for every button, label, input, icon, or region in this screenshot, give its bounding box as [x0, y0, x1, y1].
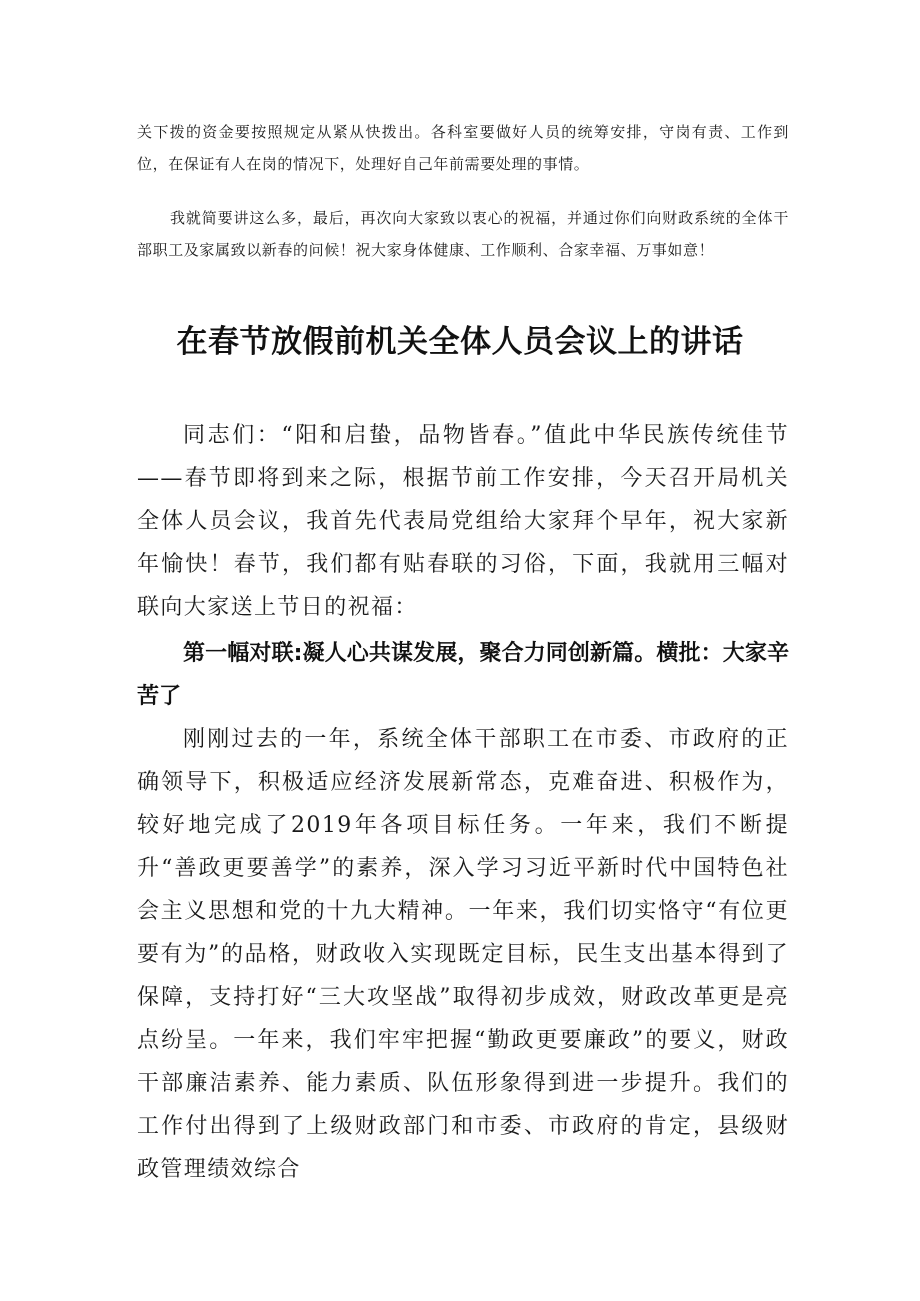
- preceding-paragraph-2: 我就简要讲这么多，最后，再次向大家致以衷心的祝福，并通过你们向财政系统的全体干部职工及家属致以新春的问候！祝大家身体健康、工作顺利、合家幸福、万事如意！: [137, 209, 789, 259]
- preceding-paragraph-1: 关下拨的资金要按照规定从紧从快拨出。各科室要做好人员的统筹安排，守岗有责、工作到位，在保证有人在岗的情况下，处理好自己年前需要处理的事情。: [137, 123, 789, 173]
- body-paragraph: 刚刚过去的一年，系统全体干部职工在市委、市政府的正确领导下，积极适应经济发展新常态，克难奋进、积极作为，较好地完成了2019年各项目标任务。一年来，我们不断提升“善政更要善学”的素养，深入学习习近平新时代中国特色社会主义思想和党的十九大精神。一年来，我们切实恪守“有位更要有为”的品格，财政收入实现既定目标，民生支出基本得到了保障，支持打好“三大攻坚战”取得初步成效，财政改革更是亮点纷呈。一年来，我们牢牢把握“勤政更要廉政”的要义，财政干部廉洁素养、能力素质、队伍形象得到进一步提升。我们的工作付出得到了上级财政部门和市委、市政府的肯定，县级财政管理绩效综合: [137, 727, 789, 1182]
- speech-title: 在春节放假前机关全体人员会议上的讲话: [176, 324, 744, 360]
- section-heading: 第一幅对联:凝人心共谋发展，聚合力同创新篇。横批：大家辛苦了: [137, 641, 789, 709]
- intro-paragraph: 同志们：“阳和启蛰，品物皆春。”值此中华民族传统佳节——春节即将到来之际，根据节前工作安排，今天召开局机关全体人员会议，我首先代表局党组给大家拜个早年，祝大家新年愉快！春节，我们都有贴春联的习俗，下面，我就用三幅对联向大家送上节日的祝福：: [137, 423, 789, 620]
